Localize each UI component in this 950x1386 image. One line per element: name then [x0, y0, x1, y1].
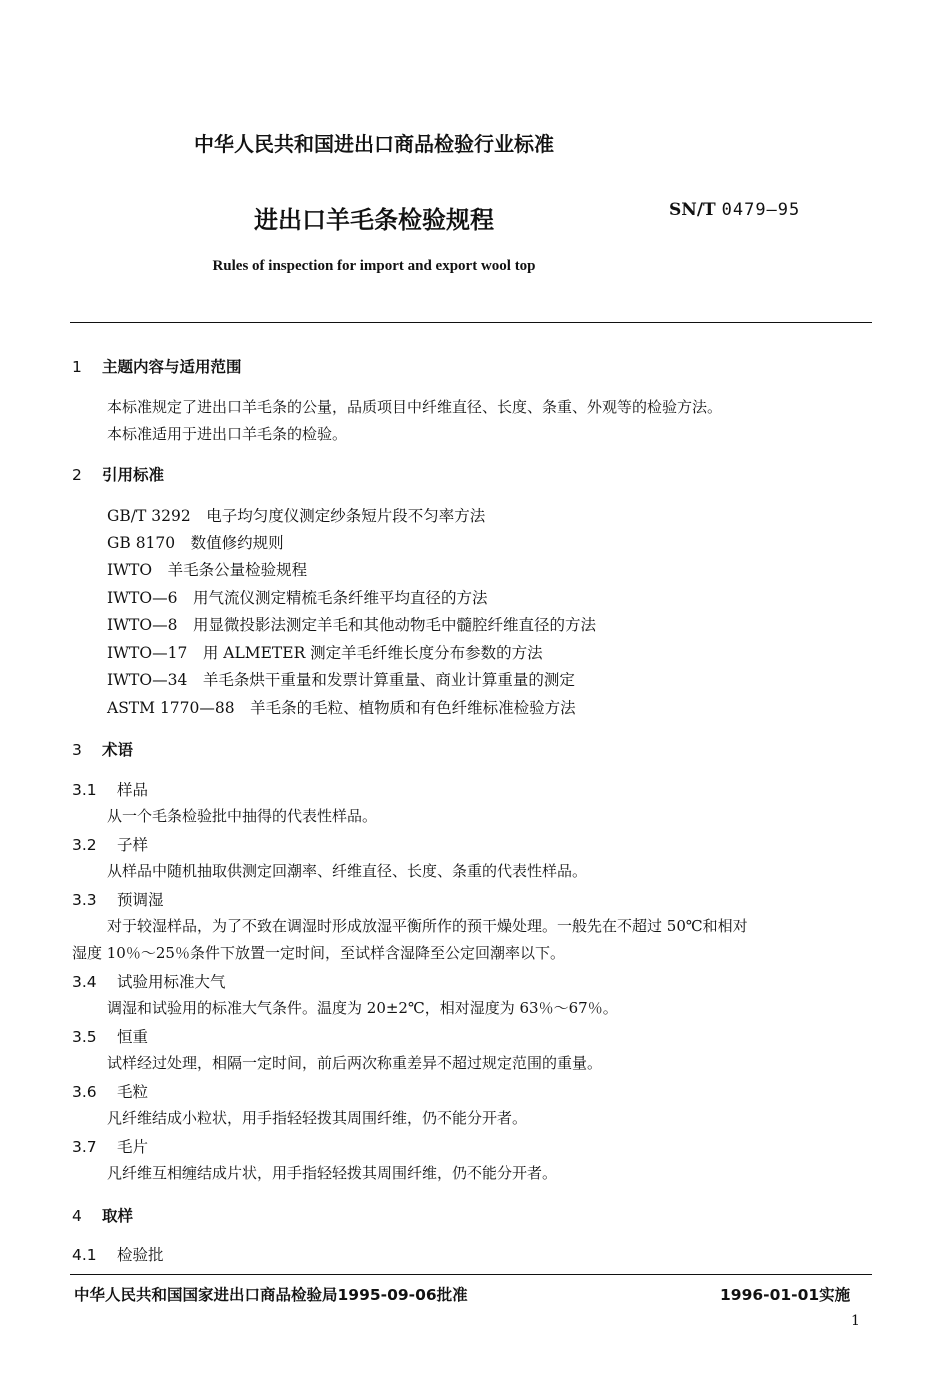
document-title-en: Rules of inspection for import and export wool top [212, 258, 536, 274]
section-number: 3 [72, 741, 82, 759]
section-3-heading [72, 738, 133, 760]
term-definition-continued: 湿度 10％～25％条件下放置一定时间，至试样含湿降至公定回潮率以下。 [72, 944, 565, 962]
section-number: 2 [72, 466, 82, 484]
term-number: 3.7 [72, 1138, 97, 1156]
section-title: 取样 [102, 1207, 134, 1225]
section-title: 术语 [102, 741, 134, 759]
footer-divider [70, 1274, 872, 1275]
term-3-2 [72, 833, 148, 855]
term-number: 3.5 [72, 1028, 97, 1046]
term-number: 3.2 [72, 836, 97, 854]
term-name: 预调湿 [117, 891, 164, 909]
document-title-cn: 进出口羊毛条检验规程 [254, 206, 494, 234]
reference-item: IWTO—17 用 ALMETER 测定羊毛纤维长度分布参数的方法 [107, 644, 543, 662]
subsection-4-1 [72, 1243, 164, 1265]
section-2-heading [72, 463, 164, 485]
standard-code [669, 200, 800, 220]
term-name: 恒重 [117, 1028, 149, 1046]
subsection-title: 检验批 [117, 1246, 164, 1264]
approval-statement: 中华人民共和国国家进出口商品检验局1995-09-06批准 [74, 1286, 468, 1304]
section-number: 1 [72, 358, 82, 376]
term-3-3 [72, 888, 164, 910]
subsection-number: 4.1 [72, 1246, 97, 1264]
reference-item: GB/T 3292 电子均匀度仪测定纱条短片段不匀率方法 [107, 507, 486, 525]
term-name: 子样 [117, 836, 149, 854]
term-number: 3.3 [72, 891, 97, 909]
term-definition: 凡纤维结成小粒状，用手指轻轻拨其周围纤维，仍不能分开者。 [107, 1109, 528, 1127]
standard-number: 0479—95 [721, 200, 801, 220]
reference-item: GB 8170 数值修约规则 [107, 534, 284, 552]
org-standard-heading: 中华人民共和国进出口商品检验行业标准 [194, 132, 554, 156]
term-name: 样品 [117, 781, 149, 799]
term-definition: 从一个毛条检验批中抽得的代表性样品。 [107, 807, 378, 825]
page-number: 1 [851, 1313, 860, 1329]
term-definition: 从样品中随机抽取供测定回潮率、纤维直径、长度、条重的代表性样品。 [107, 862, 588, 880]
effective-date: 1996-01-01实施 [720, 1286, 851, 1304]
term-3-5 [72, 1025, 148, 1047]
term-3-1 [72, 778, 148, 800]
term-name: 试验用标准大气 [117, 973, 226, 991]
term-definition: 试样经过处理，相隔一定时间，前后两次称重差异不超过规定范围的重量。 [107, 1054, 603, 1072]
section-1-heading [72, 355, 242, 377]
reference-item: IWTO—6 用气流仪测定精梳毛条纤维平均直径的方法 [107, 589, 488, 607]
term-number: 3.1 [72, 781, 97, 799]
term-number: 3.6 [72, 1083, 97, 1101]
term-number: 3.4 [72, 973, 97, 991]
term-definition: 对于较湿样品，为了不致在调湿时形成放湿平衡所作的预干燥处理。一般先在不超过 50℃和相对 [107, 917, 748, 935]
term-3-6 [72, 1080, 148, 1102]
term-definition: 凡纤维互相缠结成片状，用手指轻轻拨其周围纤维，仍不能分开者。 [107, 1164, 558, 1182]
reference-item: IWTO—8 用显微投影法测定羊毛和其他动物毛中髓腔纤维直径的方法 [107, 616, 596, 634]
header-divider [70, 322, 872, 323]
section-title: 引用标准 [102, 466, 165, 484]
section-4-heading [72, 1204, 133, 1226]
term-definition: 调湿和试验用的标准大气条件。温度为 20±2℃，相对湿度为 63％～67％。 [107, 999, 618, 1017]
term-3-4 [72, 970, 226, 992]
term-3-7 [72, 1135, 148, 1157]
section-title: 主题内容与适用范围 [102, 358, 242, 376]
section-1-paragraph-2: 本标准适用于进出口羊毛条的检验。 [107, 425, 348, 443]
section-1-paragraph-1: 本标准规定了进出口羊毛条的公量，品质项目中纤维直径、长度、条重、外观等的检验方法。 [107, 398, 723, 416]
section-number: 4 [72, 1207, 82, 1225]
term-name: 毛片 [117, 1138, 149, 1156]
term-name: 毛粒 [117, 1083, 149, 1101]
reference-item: ASTM 1770—88 羊毛条的毛粒、植物质和有色纤维标准检验方法 [107, 699, 576, 717]
standard-prefix: SN/T [669, 200, 716, 220]
reference-item: IWTO 羊毛条公量检验规程 [107, 561, 308, 579]
reference-item: IWTO—34 羊毛条烘干重量和发票计算重量、商业计算重量的测定 [107, 671, 575, 689]
